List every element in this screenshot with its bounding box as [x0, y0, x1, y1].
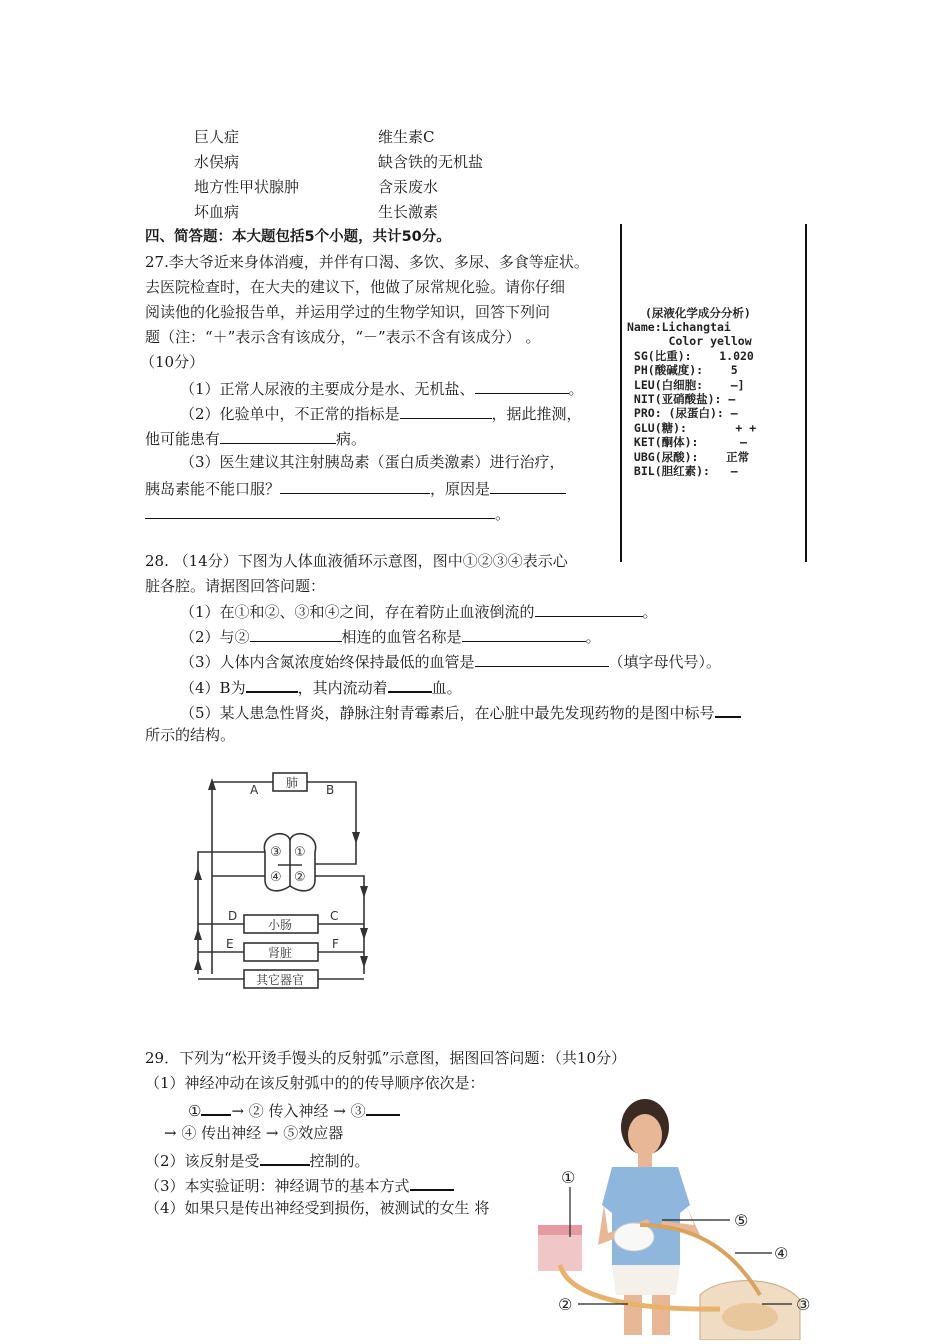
answer-blank[interactable] [388, 675, 432, 693]
figure-label: ① [561, 1168, 576, 1187]
answer-blank[interactable] [410, 1173, 454, 1191]
q28-p3-end: （填字母代号）。 [608, 653, 722, 671]
q27-line-1: 27.李大爷近来身体消瘦，并伴有口渴、多饮、多尿、多食等症状。 [145, 253, 589, 271]
q28-part-3 [180, 650, 721, 672]
diagram-organ-label: 其它器官 [256, 973, 305, 987]
match-left-3: 地方性甲状腺肿 [194, 178, 300, 196]
diagram-lung-label: 肺 [286, 776, 299, 790]
answer-blank[interactable] [250, 625, 342, 642]
answer-blank[interactable] [715, 700, 741, 718]
lab-report-item: KET(酮体): — [627, 435, 747, 449]
answer-blank[interactable] [475, 650, 609, 667]
q28-p1-end: 。 [642, 603, 658, 621]
answer-blank[interactable] [475, 377, 569, 394]
q27-part-3c [145, 502, 510, 524]
q27-line-5: （10分） [140, 353, 205, 371]
match-right-2: 缺含铁的无机盐 [378, 153, 484, 171]
q29-p2-end: 控制的。 [309, 1152, 370, 1170]
q27-line-2: 去医院检查时，在大夫的建议下，他做了尿常规化验。请你仔细 [145, 278, 566, 296]
q28-line-1: 28. （14分）下图为人体血液循环示意图，图中①②③④表示心 [145, 552, 568, 570]
lab-report-item: SG(比重): 1.020 [627, 349, 754, 363]
diagram-letter-a: A [250, 783, 259, 797]
lab-report-title: (尿液化学成分分析) [645, 306, 751, 320]
q27-p2-text: （2）化验单中，不正常的指标是 [180, 405, 400, 423]
lab-report-right-border [805, 224, 807, 562]
q29-part-3 [145, 1173, 454, 1196]
q29-p3-text: （3）本实验证明：神经调节的基本方式 [145, 1177, 410, 1195]
q29-sequence-2: → ④ 传出神经 → ⑤效应器 [164, 1124, 344, 1142]
diagram-letter-c: C [330, 909, 339, 923]
q28-p4-text: （4）B为 [180, 679, 246, 697]
q27-p3b-text: 胰岛素能不能口服？ [145, 480, 281, 498]
q28-line-2: 脏各腔。请据图回答问题： [145, 577, 326, 595]
answer-blank[interactable] [280, 477, 430, 494]
lab-report-item: PH(酸碱度): 5 [627, 363, 738, 377]
q28-part-4 [180, 675, 462, 698]
q27-part-2 [180, 402, 582, 424]
q29-seq1-start: ① [188, 1102, 202, 1120]
chamber-label: ④ [270, 870, 282, 885]
diagram-letter-f: F [332, 937, 339, 951]
lab-report-item: GLU(糖): + + [627, 421, 757, 435]
answer-blank[interactable] [462, 625, 586, 642]
arrow-icon [352, 832, 360, 844]
lab-report-name: Name:Lichangtai [627, 320, 731, 334]
section-heading: 四、简答题：本大题包括5个小题，共计50分。 [145, 229, 451, 245]
lab-report-color: Color yellow [627, 334, 752, 348]
q28-p3-text: （3）人体内含氮浓度始终保持最低的血管是 [180, 653, 475, 671]
figure-label: ③ [796, 1295, 811, 1314]
q27-p3c-end: 。 [495, 505, 511, 523]
arrow-icon [208, 778, 216, 790]
q27-part-1 [180, 377, 584, 399]
arrow-icon [360, 956, 368, 968]
match-right-1: 维生素C [378, 128, 435, 146]
answer-blank[interactable] [145, 502, 495, 519]
q27-p2-mid: ，据此推测， [491, 405, 582, 423]
q28-p4-end: 血。 [431, 679, 462, 697]
q27-line-4: 题（注：“＋”表示含有该成分，“－”表示不含有该成分） 。 [145, 328, 541, 346]
chamber-label: ② [294, 870, 306, 885]
q28-part-5b: 所示的结构。 [145, 726, 236, 744]
arrow-icon [360, 928, 368, 940]
q28-part-1 [180, 600, 658, 622]
q27-part-3: （3）医生建议其注射胰岛素（蛋白质类激素）进行治疗， [180, 453, 565, 471]
answer-blank[interactable] [400, 402, 492, 419]
q28-p4-mid: ，其内流动着 [297, 679, 388, 697]
arrow-icon [194, 958, 202, 970]
diagram-letter-d: D [228, 909, 238, 923]
q29-title: 29．下列为“松开烫手馒头的反射弧”示意图，据图回答问题：（共10分） [145, 1049, 627, 1067]
q28-p2-end: 。 [585, 628, 601, 646]
lab-report-left-border [620, 224, 622, 562]
answer-blank[interactable] [490, 477, 566, 494]
reflex-arc-illustration [530, 1095, 830, 1340]
chamber-label: ③ [270, 845, 282, 860]
figure-label: ⑤ [734, 1211, 749, 1230]
answer-blank[interactable] [366, 1098, 400, 1116]
figure-label: ② [558, 1295, 573, 1314]
diagram-letter-b: B [326, 783, 335, 797]
q29-sequence-1 [188, 1098, 400, 1121]
arrow-icon [360, 886, 368, 898]
q27-part-2b [145, 427, 366, 449]
q27-p1-text: （1）正常人尿液的主要成分是水、无机盐、 [180, 380, 475, 398]
lab-report-item: LEU(白细胞: —] [627, 378, 745, 392]
answer-blank[interactable] [246, 675, 298, 693]
q29-part-2 [145, 1148, 370, 1171]
q28-p2-text: （2）与② [180, 628, 250, 646]
match-right-3: 含汞废水 [378, 178, 439, 196]
match-right-4: 生长激素 [378, 203, 439, 221]
q29-part-1: （1）神经冲动在该反射弧中的的传导顺序依次是： [145, 1074, 485, 1092]
arrow-icon [194, 868, 202, 880]
q27-line-3: 阅读他的化验报告单，并运用学过的生物学知识，回答下列问 [145, 303, 551, 321]
q27-p2b-end: 病。 [336, 430, 367, 448]
circulation-diagram [190, 768, 370, 994]
match-left-2: 水俣病 [194, 153, 240, 171]
q27-part-3b [145, 477, 566, 499]
lab-report-item: NIT(亚硝酸盐): — [627, 392, 736, 406]
answer-blank[interactable] [220, 427, 336, 444]
figure-label: ④ [774, 1244, 789, 1263]
chamber-label: ① [294, 845, 306, 860]
q27-p2b-text: 他可能患有 [145, 430, 221, 448]
lab-report-item: UBG(尿酸): 正常 [627, 450, 750, 464]
q28-p5-text: （5）某人患急性肾炎，静脉注射青霉素后，在心脏中最先发现药物的是图中标号 [180, 704, 715, 722]
diagram-organ-label: 肾脏 [268, 946, 293, 960]
answer-blank[interactable] [260, 1148, 310, 1166]
q29-seq1-rest: → ② 传入神经 → ③ [231, 1102, 366, 1120]
lab-report-item: PRO: (尿蛋白): — [627, 406, 738, 420]
diagram-organ-label: 小肠 [268, 918, 293, 932]
q29-part-4: （4）如果只是传出神经受到损伤，被测试的女生 将 [145, 1199, 490, 1217]
lab-report-item: BIL(胆红素): — [627, 464, 738, 478]
q28-p1-text: （1）在①和②、③和④之间，存在着防止血液倒流的 [180, 603, 535, 621]
match-left-1: 巨人症 [194, 128, 240, 146]
diagram-letter-e: E [226, 937, 234, 951]
q28-p2-mid: 相连的血管名称是 [341, 628, 462, 646]
match-left-4: 坏血病 [194, 203, 240, 221]
q28-part-2 [180, 625, 601, 647]
q27-p1-end: 。 [568, 380, 584, 398]
q29-p2-text: （2）该反射是受 [145, 1152, 260, 1170]
q27-p3b-mid: ，原因是 [430, 480, 491, 498]
q28-part-5 [180, 700, 741, 723]
answer-blank[interactable] [535, 600, 643, 617]
answer-blank[interactable] [201, 1098, 231, 1116]
arrow-icon [194, 928, 202, 940]
